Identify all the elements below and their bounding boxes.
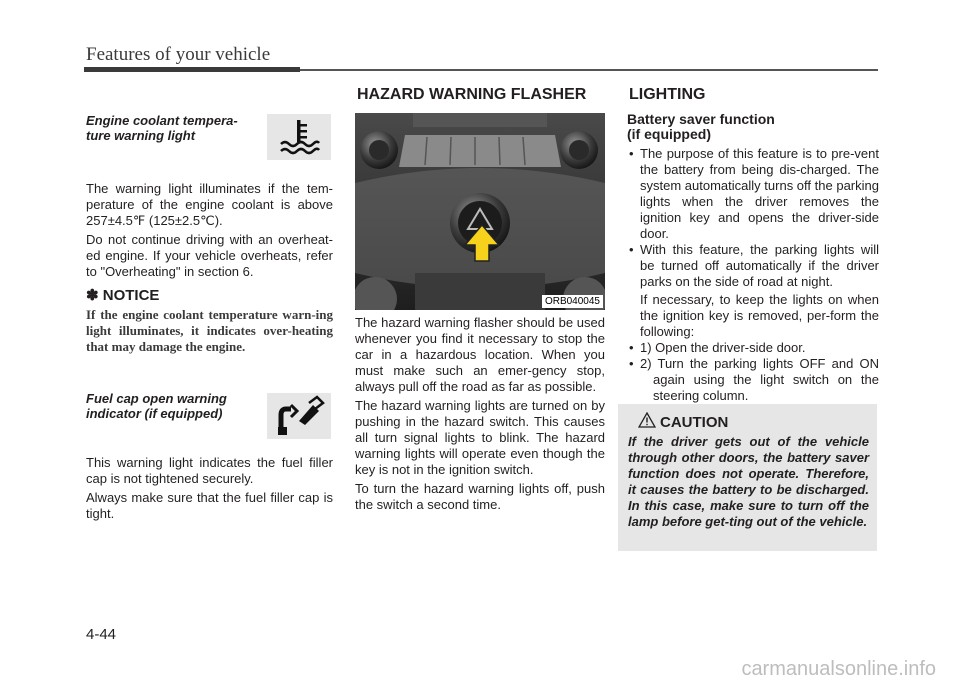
steps-list: [640, 340, 879, 404]
coolant-icon-box: [267, 114, 331, 160]
fuel-cap-title-line1: Fuel cap open warning: [86, 391, 227, 406]
coolant-paragraph-2: Do not continue driving with an overheat-ed engine. If your vehicle overheats, refer to "Overheating" in section 6.: [86, 232, 333, 279]
caution-box: [618, 404, 877, 551]
coolant-title-line1: Engine coolant tempera-: [86, 113, 238, 128]
fuel-cap-paragraph-2: Always make sure that the fuel filler cap is tight.: [86, 490, 333, 521]
warning-triangle-icon: [638, 412, 656, 428]
battery-saver-title-line1: Battery saver function: [627, 111, 775, 127]
coolant-title-line2: ture warning light: [86, 128, 196, 143]
hazard-paragraph-1: The hazard warning flasher should be used whenever you find it necessary to stop the car in a hazardous location. When you must make such an emer-gency stop, always pull off the road as far as possible.: [355, 315, 605, 394]
bullet-followup: If necessary, to keep the lights on when the ignition key is removed, per-form the following:: [640, 292, 879, 339]
hazard-body: [355, 315, 605, 513]
coolant-body: [86, 181, 333, 280]
caution-body: If the driver gets out of the vehicle through other doors, the battery saver function does not operate. Therefore, it causes the battery to be discharged. In this case, make sure to turn off the lamp before get-ting out of the vehicle.: [628, 434, 869, 529]
fuel-cap-paragraph-1: This warning light indicates the fuel filler cap is not tightened securely.: [86, 455, 333, 486]
fuel-cap-icon: [267, 393, 331, 439]
hazard-switch-photo: [355, 113, 605, 310]
notice-box: [86, 288, 333, 355]
bullet-item: [627, 242, 879, 404]
notice-body: If the engine coolant temperature warn-ing light illuminates, it indicates over-heating that may damage the engine.: [86, 307, 333, 354]
coolant-temperature-icon: [267, 114, 331, 160]
notice-title: [86, 288, 333, 304]
notice-title-text: NOTICE: [102, 287, 160, 304]
lighting-heading: LIGHTING: [629, 86, 706, 103]
battery-saver-title-line2: (if equipped): [627, 126, 711, 142]
header-rule-dark: [84, 67, 300, 72]
caution-title: CAUTION: [660, 414, 729, 431]
hazard-switch-illustration: [355, 113, 605, 310]
page-number: 4-44: [86, 626, 117, 643]
bullet-text: With this feature, the parking lights will be turned off automatically if the driver parks on the side of road at night.: [640, 242, 879, 289]
step-item: • 2) Turn the parking lights OFF and ON again using the light switch on the steering column.: [640, 356, 879, 404]
hazard-paragraph-2: The hazard warning lights are turned on by pushing in the hazard switch. This causes all turn signal lights to blink. The hazard warning lights will operate even though the key is not in the ignition switch.: [355, 398, 605, 477]
page-header-title: Features of your vehicle: [86, 44, 271, 65]
fuel-cap-icon-box: [267, 393, 331, 439]
coolant-paragraph-1: The warning light illuminates if the tem-perature of the engine coolant is above 257±4.5℉ (125±2.5℃).: [86, 181, 333, 228]
fuel-cap-section: [86, 391, 261, 421]
step-item: • 1) Open the driver-side door.: [640, 340, 879, 356]
watermark: carmanualsonline.info: [741, 658, 936, 680]
hazard-heading: HAZARD WARNING FLASHER: [357, 86, 587, 103]
battery-saver-bullets: [627, 146, 879, 404]
header-rule: [300, 69, 878, 71]
bullet-item: • The purpose of this feature is to pre-vent the battery from being dis-charged. The system automatically turns off the parking lights when the driver removes the ignition key and opens the driver-side door.: [627, 146, 879, 242]
coolant-section: [86, 113, 246, 143]
battery-saver-section: [627, 112, 879, 404]
notice-symbol-icon: ✽: [86, 287, 99, 304]
hazard-paragraph-3: To turn the hazard warning lights off, push the switch a second time.: [355, 481, 605, 512]
fuel-cap-body: [86, 455, 333, 522]
photo-caption: ORB040045: [542, 295, 603, 308]
fuel-cap-title-line2: indicator (if equipped): [86, 406, 223, 421]
